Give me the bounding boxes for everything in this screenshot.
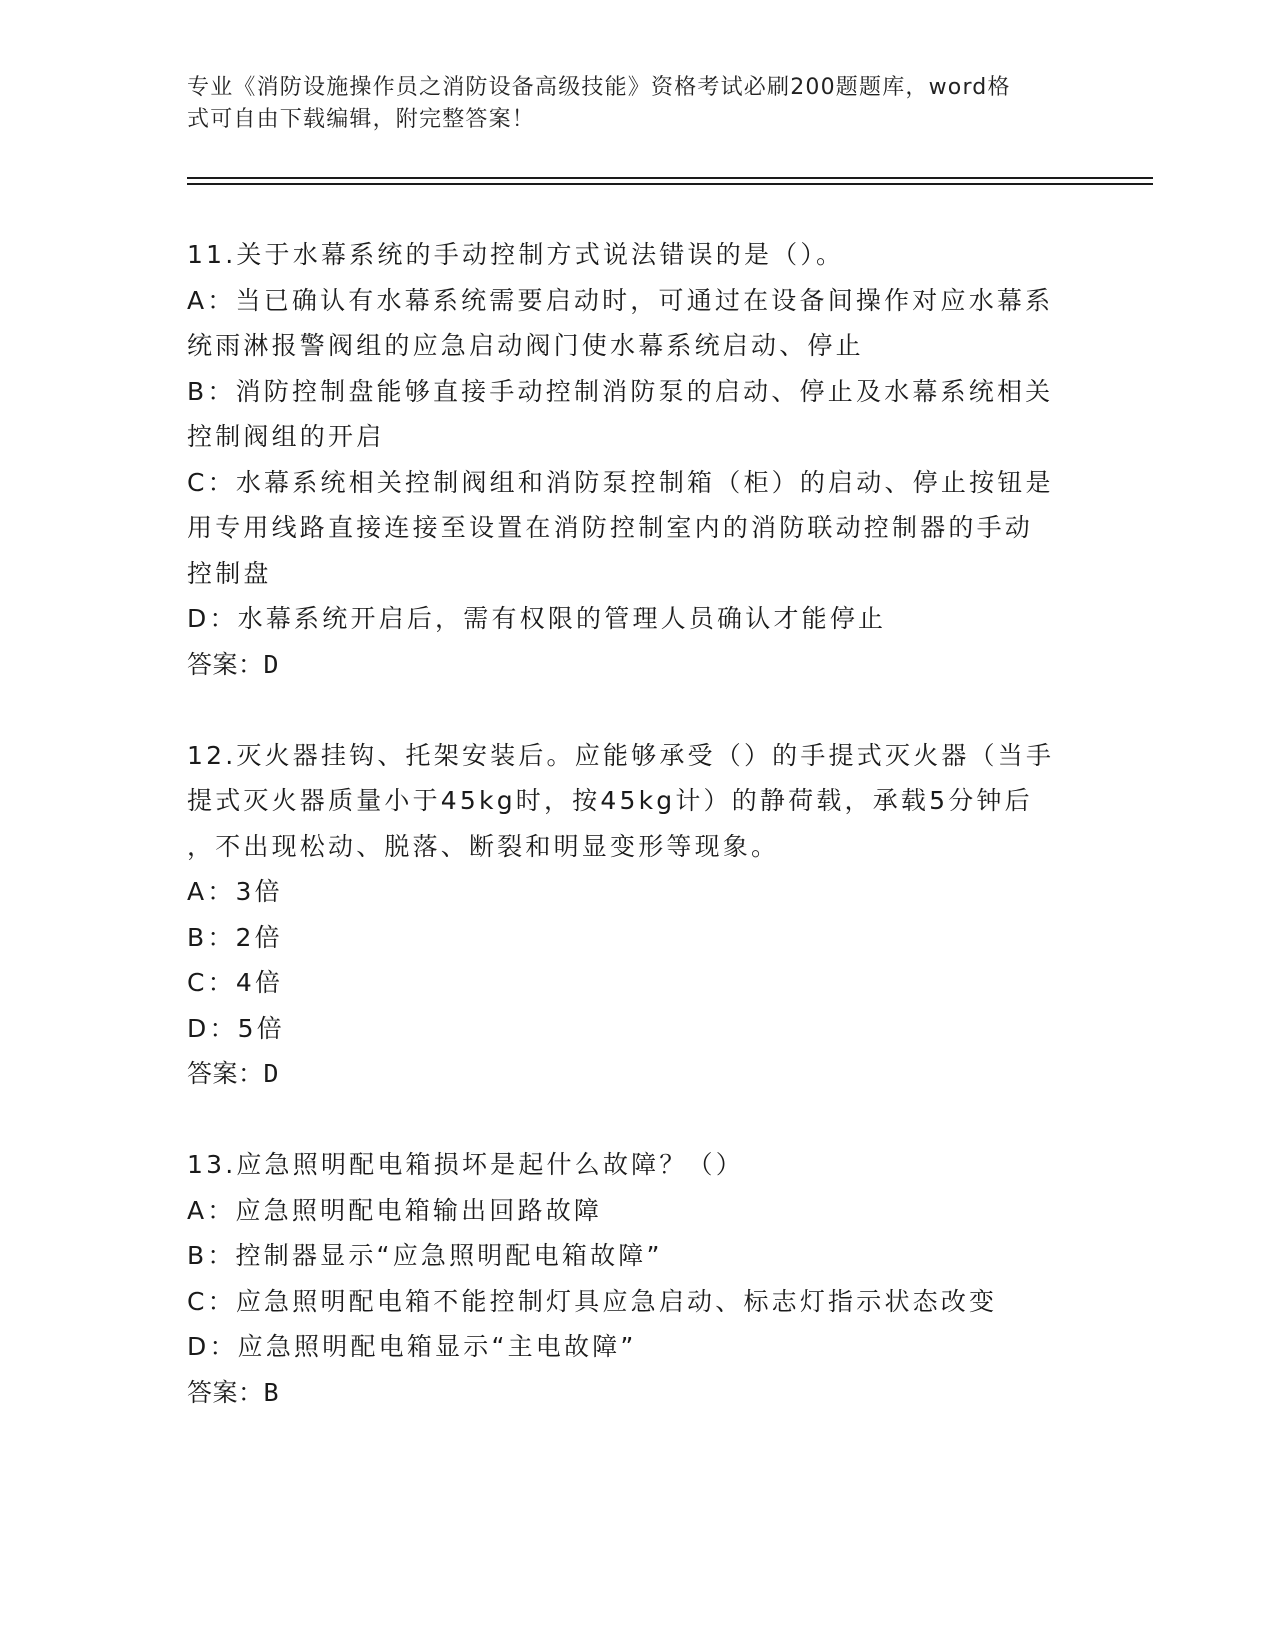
header-line-2: 式可自由下载编辑，附完整答案！ <box>187 107 536 132</box>
question-stem-continued: ，不出现松动、脱落、断裂和明显变形等现象。 <box>187 831 780 861</box>
question-list <box>187 232 1087 1415</box>
option-c: C：应急照明配电箱不能控制灯具应急启动、标志灯指示状态改变 <box>187 1286 998 1316</box>
option-c-continued: 用专用线路直接连接至设置在消防控制室内的消防联动控制器的手动 <box>187 513 1034 542</box>
answer-line: 答案：D <box>187 1059 280 1088</box>
option-c-continued: 控制盘 <box>187 558 272 588</box>
question-block <box>187 1142 1087 1415</box>
answer-line: 答案：D <box>187 649 280 679</box>
option-c: C：4倍 <box>187 968 284 997</box>
option-c: C：水幕系统相关控制阀组和消防泵控制箱（柜）的启动、停止按钮是 <box>187 467 1054 497</box>
option-b: B：消防控制盘能够直接手动控制消防泵的启动、停止及水幕系统相关 <box>187 376 1054 406</box>
document-header <box>187 72 1067 136</box>
option-a: A：当已确认有水幕系统需要启动时，可通过在设备间操作对应水幕系 <box>187 285 1054 315</box>
option-a: A：应急照明配电箱输出回路故障 <box>187 1195 603 1225</box>
question-stem-continued: 提式灭火器质量小于45kg时，按45kg计）的静荷载，承载5分钟后 <box>187 786 1033 815</box>
option-b: B：控制器显示“应急照明配电箱故障” <box>187 1241 663 1270</box>
header-divider-bottom <box>187 183 1153 185</box>
question-spacer <box>187 1097 1087 1143</box>
header-divider-top <box>187 177 1153 179</box>
option-d: D：水幕系统开启后，需有权限的管理人员确认才能停止 <box>187 604 887 633</box>
question-stem: 11.关于水幕系统的手动控制方式说法错误的是（）。 <box>187 240 845 269</box>
question-stem: 12.灭火器挂钩、托架安装后。应能够承受（）的手提式灭火器（当手 <box>187 740 1055 770</box>
question-block <box>187 232 1087 687</box>
option-b-continued: 控制阀组的开启 <box>187 422 385 451</box>
option-a-continued: 统雨淋报警阀组的应急启动阀门使水幕系统启动、停止 <box>187 331 864 360</box>
option-a: A：3倍 <box>187 877 283 906</box>
question-stem: 13.应急照明配电箱损坏是起什么故障？（） <box>187 1150 744 1179</box>
option-d: D：5倍 <box>187 1013 285 1043</box>
option-d: D：应急照明配电箱显示“主电故障” <box>187 1332 637 1361</box>
question-block <box>187 733 1087 1097</box>
answer-line: 答案：B <box>187 1377 280 1407</box>
question-spacer <box>187 687 1087 733</box>
header-line-1: 专业《消防设施操作员之消防设备高级技能》资格考试必刷200题题库，word格 <box>187 75 1011 100</box>
option-b: B：2倍 <box>187 922 283 952</box>
